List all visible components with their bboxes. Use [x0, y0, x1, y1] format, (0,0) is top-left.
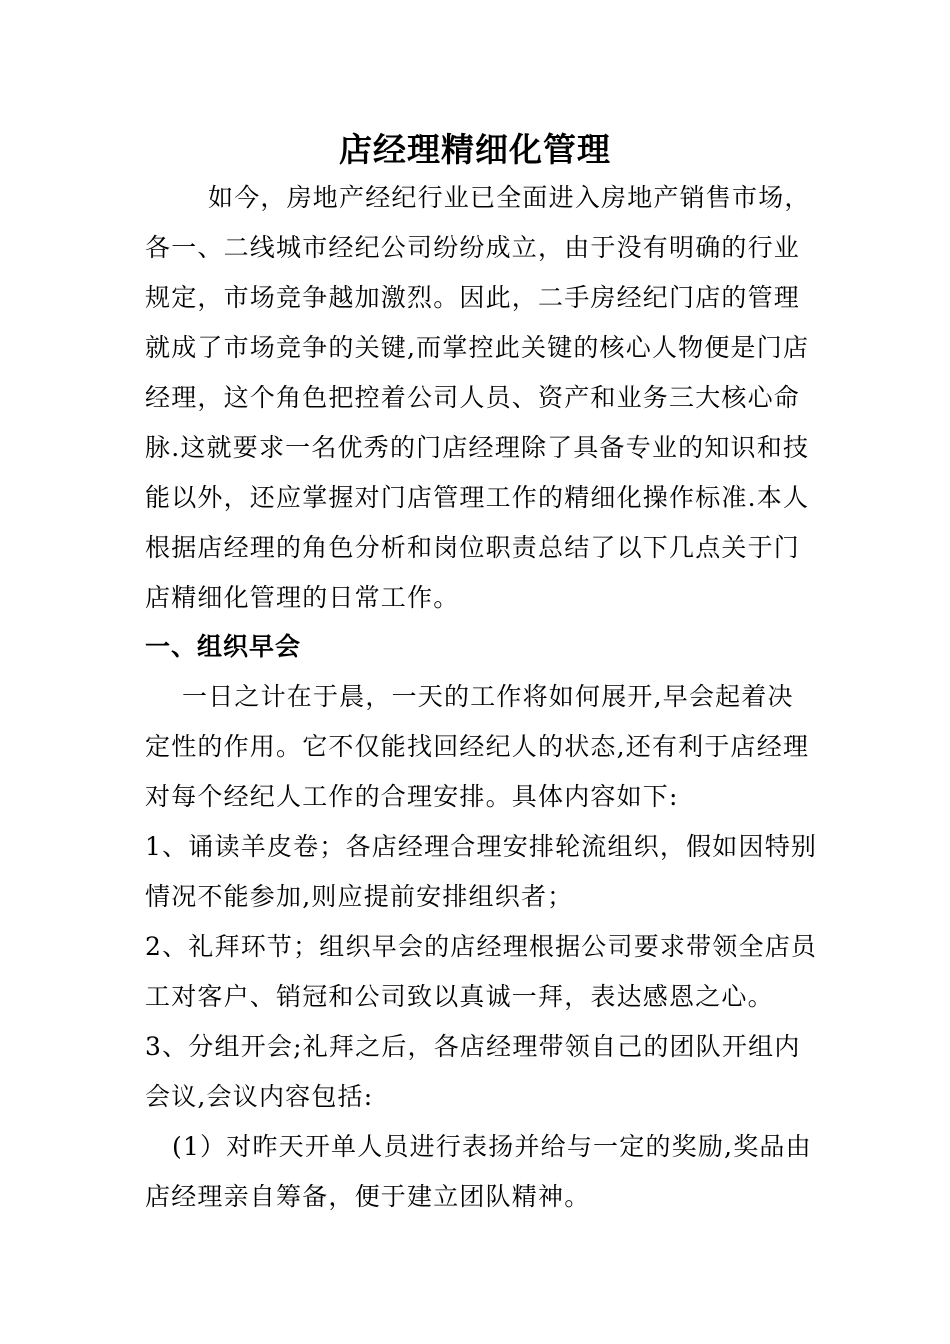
paragraph-line: 根据店经理的角色分析和岗位职责总结了以下几点关于门	[145, 533, 801, 562]
paragraph-line: 能以外，还应掌握对门店管理工作的精细化操作标准.本人	[145, 483, 810, 512]
paragraph-line: 一日之计在于晨，一天的工作将如何展开,早会起着决	[182, 682, 794, 711]
paragraph-line: 规定，市场竞争越加激烈。因此，二手房经纪门店的管理	[145, 283, 801, 312]
paragraph-line: 定性的作用。它不仅能找回经纪人的状态,还有利于店经理	[145, 732, 810, 761]
sub-item-line: 店经理亲自筹备，便于建立团队精神。	[145, 1182, 591, 1211]
paragraph-line: 店精细化管理的日常工作。	[145, 583, 460, 612]
paragraph-line: 如今，房地产经纪行业已全面进入房地产销售市场，	[208, 183, 811, 212]
list-item-line: 2、礼拜环节；组织早会的店经理根据公司要求带领全店员	[145, 932, 818, 961]
list-item-line: 会议,会议内容包括:	[145, 1082, 374, 1111]
list-item-line: 情况不能参加,则应提前安排组织者；	[145, 882, 574, 911]
paragraph-line: 经理，这个角色把控着公司人员、资产和业务三大核心命	[145, 383, 801, 412]
list-item-line: 工对客户、销冠和公司致以真诚一拜，表达感恩之心。	[145, 982, 774, 1011]
paragraph-line: 各一、二线城市经纪公司纷纷成立，由于没有明确的行业	[145, 233, 801, 262]
paragraph-line: 脉.这就要求一名优秀的门店经理除了具备专业的知识和技	[145, 433, 810, 462]
document-title: 店经理精细化管理	[339, 130, 611, 169]
sub-item-line: (1）对昨天开单人员进行表扬并给与一定的奖励,奖品由	[172, 1132, 812, 1161]
list-item-line: 1、诵读羊皮卷；各店经理合理安排轮流组织，假如因特别	[145, 832, 818, 861]
paragraph-line: 对每个经纪人工作的合理安排。具体内容如下:	[145, 782, 679, 811]
section-heading: 一、组织早会	[145, 632, 302, 661]
list-item-line: 3、分组开会;礼拜之后，各店经理带领自己的团队开组内	[145, 1032, 801, 1061]
paragraph-line: 就成了市场竞争的关键,而掌控此关键的核心人物便是门店	[145, 333, 810, 362]
